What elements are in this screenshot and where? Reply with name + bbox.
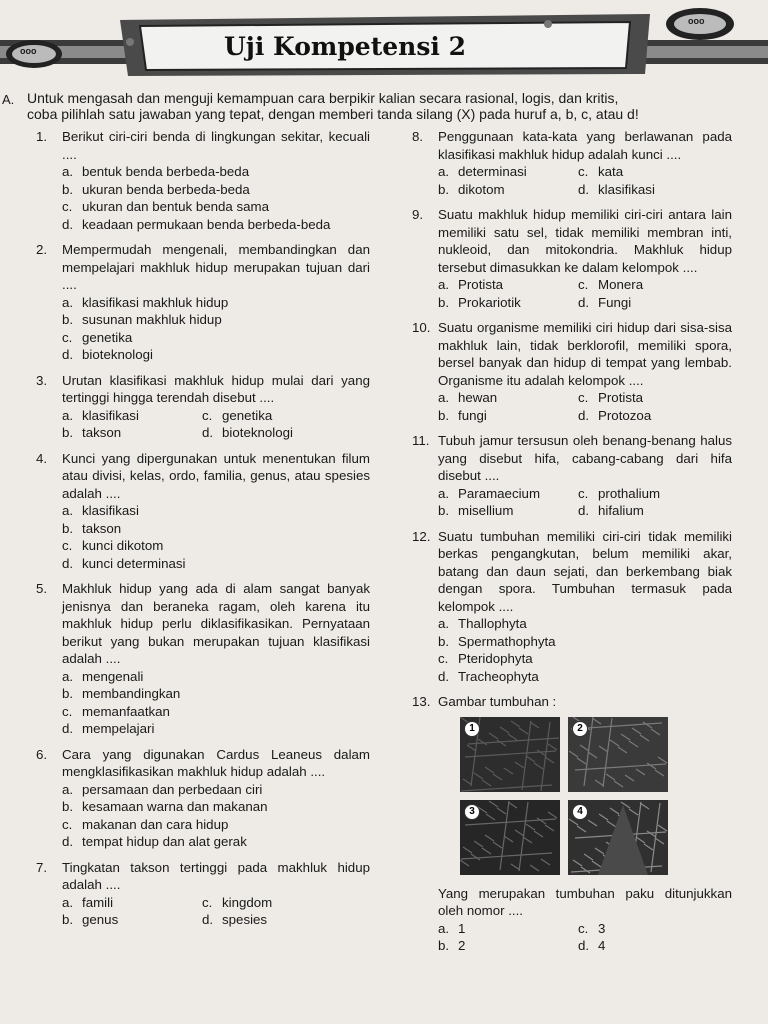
option-letter: a. [62,164,74,179]
option-letter: d. [62,721,74,736]
option-text: klasifikasi [82,407,139,423]
option-letter: a. [438,920,450,936]
question-number: 6. [36,746,48,762]
option-letter: d. [578,294,590,310]
question-item [412,319,732,424]
option-letter: b. [62,181,74,197]
answer-options [62,163,370,233]
option-text: Fungi [598,294,632,310]
question-text: Tubuh jamur tersusun oleh benang-benang halus yang disebut hifa, cabang-cabang dari hifa disebut .... [438,433,732,483]
answer-option[interactable] [62,346,370,364]
option-text: kingdom [222,894,273,910]
question-item [36,128,370,233]
answer-options [438,163,732,198]
answer-option[interactable] [62,424,202,442]
option-text: Protozoa [598,407,652,423]
question-text: Cara yang digunakan Cardus Leaneus dalam mengklasifikasikan makhluk hidup adalah .... [62,746,370,779]
question-text: Mempermudah mengenali, membandingkan dan mempelajari makhluk hidup merupakan tujuan dari .... [62,242,370,292]
answer-option[interactable] [62,703,370,721]
option-text: hewan [458,390,498,405]
question-text: Makhluk hidup yang ada di alam sangat banyak jenisnya dan beraneka ragam, oleh karena itu makhluk hidup perlu diklasifikasikan. Pernyataan berikut yang bukan merupakan tujuan klasifikasi adalah .... [62,581,370,666]
option-letter: d. [202,425,214,440]
answer-option[interactable] [202,424,370,442]
option-letter: d. [438,668,450,684]
option-text: ukuran benda berbeda-beda [82,181,250,197]
option-text: misellium [458,503,514,518]
option-text: Protista [598,390,644,405]
option-text: makanan dan cara hidup [82,816,229,832]
option-text: persamaan dan perbedaan ciri [82,781,263,797]
option-letter: b. [438,407,450,423]
option-letter: a. [438,164,450,179]
answer-options [62,294,370,364]
option-text: dikotom [458,181,505,197]
option-text: kunci determinasi [82,555,186,571]
question-number: 13. [412,694,431,709]
answer-option[interactable] [438,181,578,199]
option-letter: a. [438,277,450,292]
option-text: genus [82,912,119,927]
answer-options [62,894,370,929]
answer-option[interactable] [62,520,370,538]
answer-option[interactable] [62,798,370,816]
answer-option[interactable] [62,311,370,329]
option-text: membandingkan [82,686,181,701]
option-letter: d. [62,347,74,362]
answer-option[interactable] [578,502,732,520]
section-letter: A. [2,92,15,107]
answer-option[interactable] [62,329,370,347]
option-text: Monera [598,277,644,292]
option-letter: c. [202,894,213,910]
option-text: takson [82,425,122,440]
answer-option[interactable] [438,650,732,668]
question-number: 5. [36,581,48,596]
plant-number-badge: 2 [572,721,588,737]
answer-options [438,920,732,955]
option-letter: c. [578,277,589,292]
answer-option[interactable] [578,389,732,407]
question-text: Urutan klasifikasi makhluk hidup mulai dari yang tertinggi hingga terendah disebut .... [62,372,370,405]
plant-photo [460,800,560,875]
answer-option[interactable] [62,833,370,851]
question-text: Suatu makhluk hidup memiliki ciri-ciri antara lain memiliki satu sel, tidak memiliki membran inti, nukleoid, dan mitokondria. Makhluk hidup tersebut dimasukkan ke dalam kelompok .... [438,207,732,275]
answer-option[interactable] [578,181,732,199]
instruction-line-2: coba pilihlah satu jawaban yang tepat, dengan memberi tanda silang (X) pada huruf a, b, c, atau d! [27,106,639,122]
answer-option[interactable] [578,163,732,181]
option-text: Prokariotik [458,294,521,310]
option-letter: c. [578,164,589,179]
answer-option[interactable] [578,920,732,938]
question-item [36,450,370,573]
answer-option[interactable] [62,685,370,703]
option-letter: c. [62,816,73,832]
answer-option[interactable] [62,894,202,912]
question-number: 4. [36,450,48,466]
option-letter: c. [578,390,589,405]
option-text: bentuk benda berbeda-beda [82,164,250,179]
option-letter: d. [62,834,74,849]
answer-option[interactable] [438,615,732,633]
question-number: 12. [412,528,431,544]
option-letter: c. [578,920,589,936]
option-letter: b. [62,912,74,927]
answer-option[interactable] [62,198,370,216]
plant-photo [568,717,668,792]
option-letter: a. [62,781,74,797]
question-item [36,859,370,929]
answer-option[interactable] [62,502,370,520]
option-letter: a. [62,294,74,310]
answer-option[interactable] [202,894,370,912]
question-number: 1. [36,129,48,144]
option-letter: d. [62,555,74,571]
plant-image-grid [460,717,732,875]
answer-option[interactable] [438,294,578,312]
instruction-line-1: Untuk mengasah dan menguji kemampuan cara berpikir kalian secara rasional, logis, dan kritis, [27,90,619,106]
answer-option[interactable] [438,633,732,651]
option-letter: a. [438,390,450,405]
option-text: 4 [598,938,606,953]
option-text: kata [598,164,624,179]
option-text: genetika [82,329,133,345]
option-text: 3 [598,920,606,936]
option-text: 2 [458,938,466,953]
answer-option[interactable] [62,668,370,686]
option-text: kesamaan warna dan makanan [82,799,268,814]
answer-option[interactable] [578,276,732,294]
question-number: 11. [412,433,430,448]
option-letter: d. [62,216,74,232]
option-letter: d. [578,503,590,518]
answer-option[interactable] [438,920,578,938]
question-number: 10. [412,320,431,335]
answer-option[interactable] [578,485,732,503]
option-text: takson [82,520,122,536]
answer-option[interactable] [438,502,578,520]
question-number: 9. [412,207,424,222]
option-text: Spermathophyta [458,633,556,649]
option-text: tempat hidup dan alat gerak [82,834,247,849]
option-letter: a. [62,503,74,518]
question-text: Berikut ciri-ciri benda di lingkungan sekitar, kecuali .... [62,129,370,162]
answer-option[interactable] [62,181,370,199]
answer-option[interactable] [62,555,370,573]
answer-option[interactable] [62,163,370,181]
option-text: klasifikasi [598,181,655,197]
plant-photo [460,717,560,792]
answer-option[interactable] [438,937,578,955]
plant-number-badge: 3 [464,804,480,820]
option-text: memanfaatkan [82,703,170,719]
badge-right: ooo [688,16,705,26]
answer-option[interactable] [438,389,578,407]
question-number: 2. [36,242,48,257]
option-text: Pteridophyta [458,651,533,666]
option-text: Tracheophyta [458,668,539,684]
question-item [36,746,370,851]
option-text: hifalium [598,503,644,518]
question-item [412,528,732,686]
option-letter: b. [438,181,450,197]
answer-option[interactable] [62,911,202,929]
question-text: Penggunaan kata-kata yang berlawanan pada klasifikasi makhluk hidup adalah kunci .... [438,129,732,162]
option-letter: a. [62,894,74,910]
answer-options [62,407,370,442]
plant-number-badge: 4 [572,804,588,820]
question-number: 3. [36,372,48,388]
question-number: 8. [412,129,424,144]
question-text: Tingkatan takson tertinggi pada makhluk hidup adalah .... [62,859,370,892]
option-letter: b. [62,686,74,701]
option-text: Paramaecium [458,485,541,501]
option-letter: c. [438,651,449,666]
option-letter: a. [438,616,450,631]
answer-options [438,485,732,520]
answer-option[interactable] [578,937,732,955]
option-text: mengenali [82,668,144,684]
question-item [412,693,732,955]
page-title: Uji Kompetensi 2 [223,32,467,61]
option-letter: c. [202,407,213,423]
answer-option[interactable] [62,816,370,834]
question-text: Gambar tumbuhan : [438,694,557,709]
option-letter: c. [62,329,73,345]
answer-option[interactable] [438,407,578,425]
badge-left: ooo [20,46,37,56]
option-letter: a. [438,485,450,501]
plant-photo [568,800,668,875]
question-item [412,206,732,311]
question-item [36,372,370,442]
option-letter: d. [578,938,590,953]
option-letter: d. [578,181,590,197]
answer-option[interactable] [438,668,732,686]
question-text: Kunci yang dipergunakan untuk menentukan filum atau divisi, kelas, ordo, familia, genus, atau spesies adalah .... [62,450,370,501]
option-text: klasifikasi [82,503,139,518]
question-text: Suatu organisme memiliki ciri hidup dari sisa-sisa makhluk lain, tidak berklorofil, memiliki spora, bersel banyak dan hidup di tempat yang lembab. Organisme itu adalah kelompok .... [438,320,732,388]
option-letter: b. [438,938,450,953]
question-text: Suatu tumbuhan memiliki ciri-ciri tidak memiliki berkas pengangkutan, belum memiliki akar, batang dan daun sejati, dan berkembang biak dengan spora. Tumbuhan termasuk pada kelompok .... [438,528,732,614]
answer-option[interactable] [62,216,370,234]
answer-option[interactable] [62,720,370,738]
option-letter: c. [62,703,73,719]
option-text: keadaan permukaan benda berbeda-beda [82,216,331,232]
answer-option[interactable] [202,911,370,929]
answer-options [62,781,370,851]
questions-left-column [36,128,370,937]
answer-option[interactable] [62,294,370,312]
option-letter: b. [438,633,450,649]
option-text: ukuran dan bentuk benda sama [82,199,270,214]
option-text: spesies [222,912,268,927]
option-letter: b. [62,799,74,814]
option-text: kunci dikotom [82,538,164,553]
question-item [36,241,370,364]
answer-option[interactable] [62,781,370,799]
option-text: mempelajari [82,721,155,736]
option-text: prothalium [598,485,661,501]
option-letter: a. [62,407,74,423]
question-number: 7. [36,859,48,875]
option-text: Protista [458,277,504,292]
option-text: 1 [458,920,466,936]
answer-options [62,668,370,738]
answer-options [438,276,732,311]
option-letter: b. [62,425,74,440]
option-text: fungi [458,407,487,423]
option-letter: c. [62,538,73,553]
option-text: famili [82,894,114,910]
option-text: klasifikasi makhluk hidup [82,294,229,310]
option-text: determinasi [458,164,527,179]
question-item [36,580,370,738]
option-letter: b. [62,312,74,327]
question-text-continued: Yang merupakan tumbuhan paku ditunjukkan oleh nomor .... [438,885,732,918]
option-letter: c. [578,485,589,501]
option-letter: b. [438,294,450,310]
option-letter: c. [62,199,73,214]
answer-option[interactable] [438,485,578,503]
option-letter: b. [438,503,450,518]
option-letter: d. [578,407,590,423]
answer-option[interactable] [438,276,578,294]
option-text: genetika [222,407,273,423]
option-letter: b. [62,520,74,536]
answer-option[interactable] [578,294,732,312]
answer-option[interactable] [62,407,202,425]
answer-options [438,615,732,685]
option-letter: d. [202,912,214,927]
answer-option[interactable] [202,407,370,425]
option-text: Thallophyta [458,616,527,631]
answer-option[interactable] [62,537,370,555]
answer-options [438,389,732,424]
option-letter: a. [62,668,74,684]
option-text: bioteknologi [222,425,293,440]
option-text: bioteknologi [82,347,153,362]
option-text: susunan makhluk hidup [82,312,222,327]
answer-option[interactable] [578,407,732,425]
question-item [412,128,732,198]
answer-option[interactable] [438,163,578,181]
questions-right-column [412,128,732,963]
plant-number-badge: 1 [464,721,480,737]
question-item [412,432,732,520]
answer-options [62,502,370,572]
